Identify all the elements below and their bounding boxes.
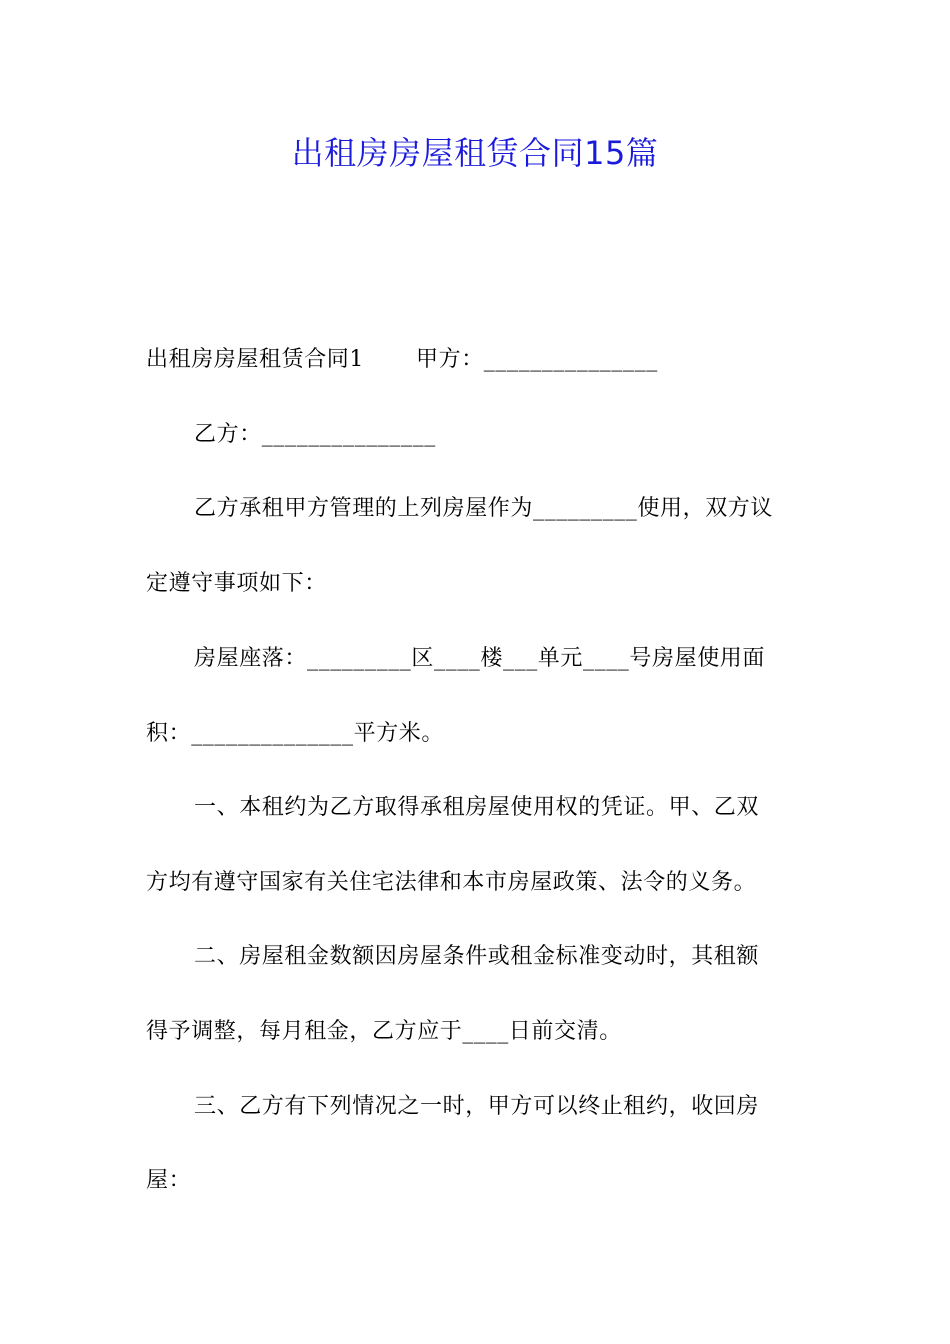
paragraph-line: 定遵守事项如下： [146, 571, 327, 596]
paragraph-line: 得予调整，每月租金，乙方应于____日前交清。 [146, 1019, 622, 1044]
paragraph-line: 三、乙方有下列情况之一时，甲方可以终止租约，收回房 [194, 1094, 760, 1119]
paragraph-line: 乙方承租甲方管理的上列房屋作为_________使用，双方议 [194, 496, 774, 521]
paragraph-line: 积：______________平方米。 [146, 721, 445, 746]
contract-number-label: 出租房房屋租赁合同1 [146, 347, 364, 372]
paragraph-line: 方均有遵守国家有关住宅法律和本市房屋政策、法令的义务。 [146, 870, 757, 895]
party-a-field: 甲方：_______________ [416, 347, 658, 372]
document-title: 出租房房屋租赁合同15篇 [291, 134, 659, 172]
paragraph-line: 一、本租约为乙方取得承租房屋使用权的凭证。甲、乙双 [194, 795, 760, 820]
contract-heading-line [146, 345, 826, 375]
paragraph-line: 屋： [146, 1168, 192, 1193]
party-b-field: 乙方：_______________ [194, 422, 436, 447]
paragraph-line: 二、房屋租金数额因房屋条件或租金标准变动时，其租额 [194, 944, 760, 969]
paragraph-line: 房屋座落：_________区____楼___单元____号房屋使用面 [194, 646, 766, 671]
